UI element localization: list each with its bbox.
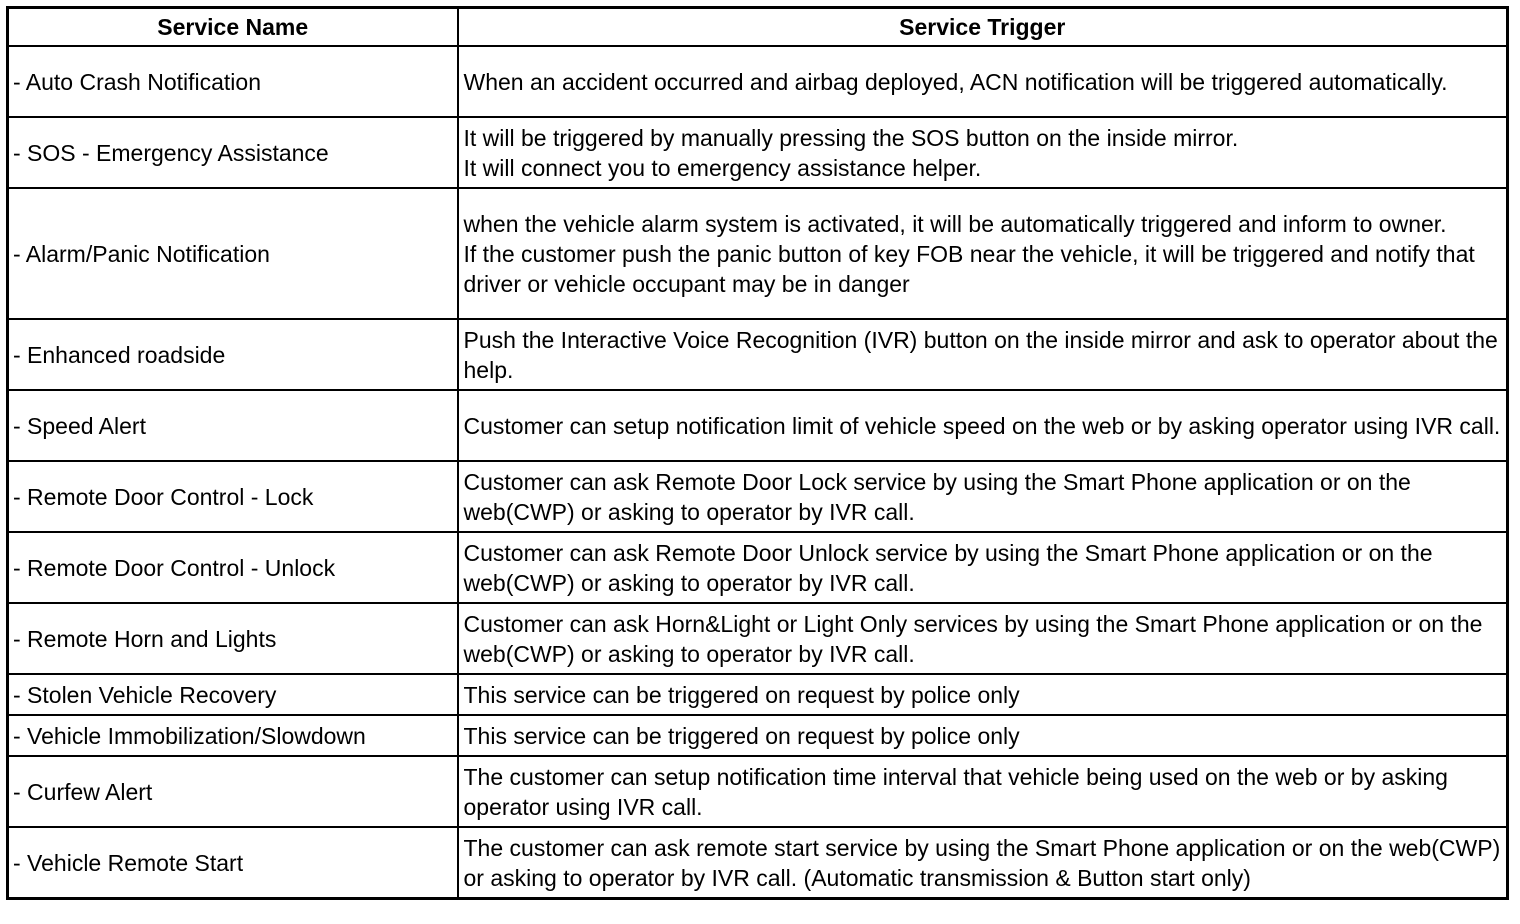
service-name-cell: - Speed Alert xyxy=(8,390,458,461)
table-row xyxy=(8,117,1508,188)
trigger-line: This service can be triggered on request by police only xyxy=(463,722,1020,749)
table-row xyxy=(8,46,1508,117)
header-service-name: Service Name xyxy=(8,8,458,47)
trigger-line: Push the Interactive Voice Recognition (IVR) button on the inside mirror and ask to operator about the help. xyxy=(463,326,1498,383)
trigger-line: This service can be triggered on request by police only xyxy=(463,681,1020,708)
service-name-cell: - SOS - Emergency Assistance xyxy=(8,117,458,188)
trigger-line: It will be triggered by manually pressing the SOS button on the inside mirror. xyxy=(463,124,1239,151)
header-row xyxy=(8,8,1508,47)
trigger-line: Customer can ask Horn&Light or Light Only services by using the Smart Phone application or on the web(CWP) or asking to operator by IVR call. xyxy=(463,610,1483,667)
table-row xyxy=(8,532,1508,603)
table-row xyxy=(8,461,1508,532)
trigger-line: Customer can setup notification limit of vehicle speed on the web or by asking operator using IVR call. xyxy=(463,412,1501,439)
service-name-cell: - Auto Crash Notification xyxy=(8,46,458,117)
service-trigger-cell xyxy=(458,532,1508,603)
service-name-cell: - Vehicle Immobilization/Slowdown xyxy=(8,715,458,756)
service-name-cell: - Remote Door Control - Unlock xyxy=(8,532,458,603)
service-name-cell: - Remote Door Control - Lock xyxy=(8,461,458,532)
service-name-cell: - Alarm/Panic Notification xyxy=(8,188,458,319)
table-row xyxy=(8,603,1508,674)
table-row xyxy=(8,715,1508,756)
trigger-line: The customer can ask remote start service by using the Smart Phone application or on the web(CWP) or asking to operator by IVR call. (Automatic transmission & Button start only) xyxy=(463,834,1501,891)
trigger-line: Customer can ask Remote Door Lock service by using the Smart Phone application or on the web(CWP) or asking to operator by IVR call. xyxy=(463,468,1411,525)
trigger-line: Customer can ask Remote Door Unlock service by using the Smart Phone application or on the web(CWP) or asking to operator by IVR call. xyxy=(463,539,1433,596)
trigger-line: It will connect you to emergency assistance helper. xyxy=(463,154,982,181)
service-trigger-cell xyxy=(458,827,1508,899)
service-name-cell: - Vehicle Remote Start xyxy=(8,827,458,899)
service-trigger-cell xyxy=(458,390,1508,461)
table-row xyxy=(8,827,1508,899)
trigger-line: If the customer push the panic button of key FOB near the vehicle, it will be triggered and notify that driver or vehicle occupant may be in danger xyxy=(463,240,1475,297)
service-name-cell: - Enhanced roadside xyxy=(8,319,458,390)
table-row xyxy=(8,674,1508,715)
service-trigger-cell xyxy=(458,188,1508,319)
service-name-cell: - Curfew Alert xyxy=(8,756,458,827)
trigger-line: The customer can setup notification time interval that vehicle being used on the web or by asking operator using IVR call. xyxy=(463,763,1448,820)
service-trigger-cell xyxy=(458,46,1508,117)
table-row xyxy=(8,319,1508,390)
service-trigger-cell xyxy=(458,715,1508,756)
service-trigger-cell xyxy=(458,756,1508,827)
service-table xyxy=(6,6,1509,900)
service-trigger-cell xyxy=(458,674,1508,715)
service-trigger-cell xyxy=(458,603,1508,674)
service-trigger-cell xyxy=(458,319,1508,390)
trigger-line: When an accident occurred and airbag deployed, ACN notification will be triggered automatically. xyxy=(463,68,1448,95)
trigger-line: when the vehicle alarm system is activated, it will be automatically triggered and inform to owner. xyxy=(463,210,1447,237)
service-name-cell: - Remote Horn and Lights xyxy=(8,603,458,674)
table-row xyxy=(8,188,1508,319)
service-table-container xyxy=(6,6,1509,900)
header-service-trigger: Service Trigger xyxy=(458,8,1508,47)
table-row xyxy=(8,756,1508,827)
service-trigger-cell xyxy=(458,461,1508,532)
table-row xyxy=(8,390,1508,461)
service-name-cell: - Stolen Vehicle Recovery xyxy=(8,674,458,715)
service-trigger-cell xyxy=(458,117,1508,188)
